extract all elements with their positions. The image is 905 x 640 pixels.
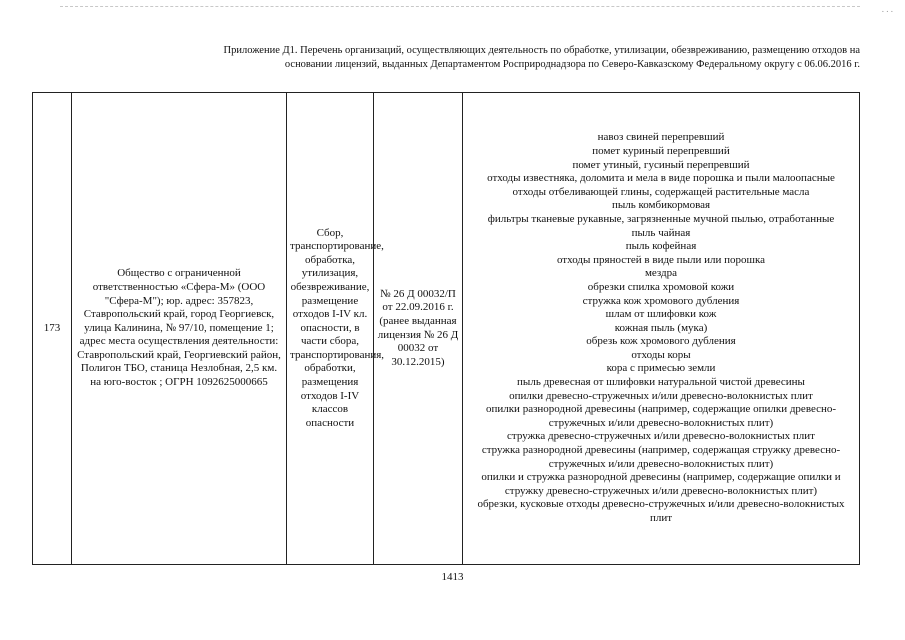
organization-cell: Общество с ограниченной ответственностью «Сфера-М» (ООО "Сфера-М"); юр. адрес: 357823, Ставропольский край, город Георгиевск, улица Калинина, № 97/10, помещение 1; адрес места осуществления деятельности: Ставропольский край, Георгиевский район, Полигон ТБО, станица Незлобная, 2,5 км. на юго-восток ; ОГРН 1092625000665 (72, 93, 287, 565)
waste-item: пыль кофейная (625, 240, 697, 253)
scan-artifact-line (60, 6, 860, 7)
page-number: 1413 (441, 571, 464, 583)
waste-item: опилки разнородной древесины (например, содержащие опилки древесно-стружечных и/или древесно-волокнистых плит) (485, 403, 837, 429)
license-table (32, 92, 860, 565)
document-header (40, 44, 860, 72)
waste-item: отходы известняка, доломита и мела в виде порошка и пыли малоопасные (487, 172, 835, 185)
waste-item: шлам от шлифовки кож (605, 308, 717, 321)
header-line-2: основании лицензий, выданных Департаментом Росприроднадзора по Северо-Кавказскому Федеральному округу с 06.06.2016 г. (284, 59, 860, 70)
waste-item: помет куриный перепревший (592, 144, 730, 157)
activity-cell: Сбор, транспортирование, обработка, утилизация, обезвреживание, размещение отходов I-IV кл. опасности, в части сбора, транспортирования, обработки, размещения отходов I-IV классов опасности (287, 93, 374, 565)
waste-item: мездра (644, 267, 678, 280)
table-row (33, 93, 860, 565)
waste-item: отходы пряностей в виде пыли или порошка (556, 253, 766, 266)
waste-item: стружка кож хромового дубления (582, 294, 740, 307)
waste-item: обрезки, кусковые отходы древесно-стружечных и/или древесно-волокнистых плит (477, 498, 845, 525)
waste-item: стружка древесно-стружечных и/или древесно-волокнистых плит (507, 430, 815, 443)
license-cell: № 26 Д 00032/П от 22.09.2016 г. (ранее выданная лицензия № 26 Д 00032 от 30.12.2015) (374, 93, 463, 565)
waste-item: пыль комбикормовая (611, 199, 711, 212)
scan-corner-mark: . . . (881, 4, 893, 14)
waste-item: помет утиный, гусиный перепревший (572, 158, 750, 171)
waste-item: опилки и стружка разнородной древесины (например, содержащие опилки и стружку древесно-стружечных и/или древесно-волокнистых плит) (481, 471, 841, 497)
waste-item: отходы отбеливающей глины, содержащей растительные масла (512, 185, 810, 198)
waste-item: кора с примесью земли (606, 362, 716, 375)
waste-item: опилки древесно-стружечных и/или древесно-волокнистых плит (509, 389, 813, 402)
waste-item: обрезь кож хромового дубления (586, 335, 736, 348)
row-number: 173 (33, 93, 72, 565)
waste-item: обрезки спилка хромовой кожи (587, 280, 735, 293)
header-line-1: Приложение Д1. Перечень организаций, осуществляющих деятельность по обработке, утилизации, обезвреживанию, размещению отходов на (223, 45, 860, 56)
waste-item: отходы коры (631, 348, 691, 361)
waste-item: стружка разнородной древесины (например, содержащая стружку древесно-стружечных и/или древесно-волокнистых плит) (481, 444, 841, 470)
waste-item: кожная пыль (мука) (614, 321, 708, 334)
waste-item: пыль чайная (631, 226, 691, 239)
waste-item: фильтры тканевые рукавные, загрязненные мучной пылью, отработанные (487, 212, 835, 225)
waste-item: навоз свиней перепревший (597, 131, 725, 144)
waste-list-cell (463, 93, 860, 565)
waste-list (466, 131, 856, 525)
waste-item: пыль древесная от шлифовки натуральной чистой древесины (517, 376, 805, 389)
